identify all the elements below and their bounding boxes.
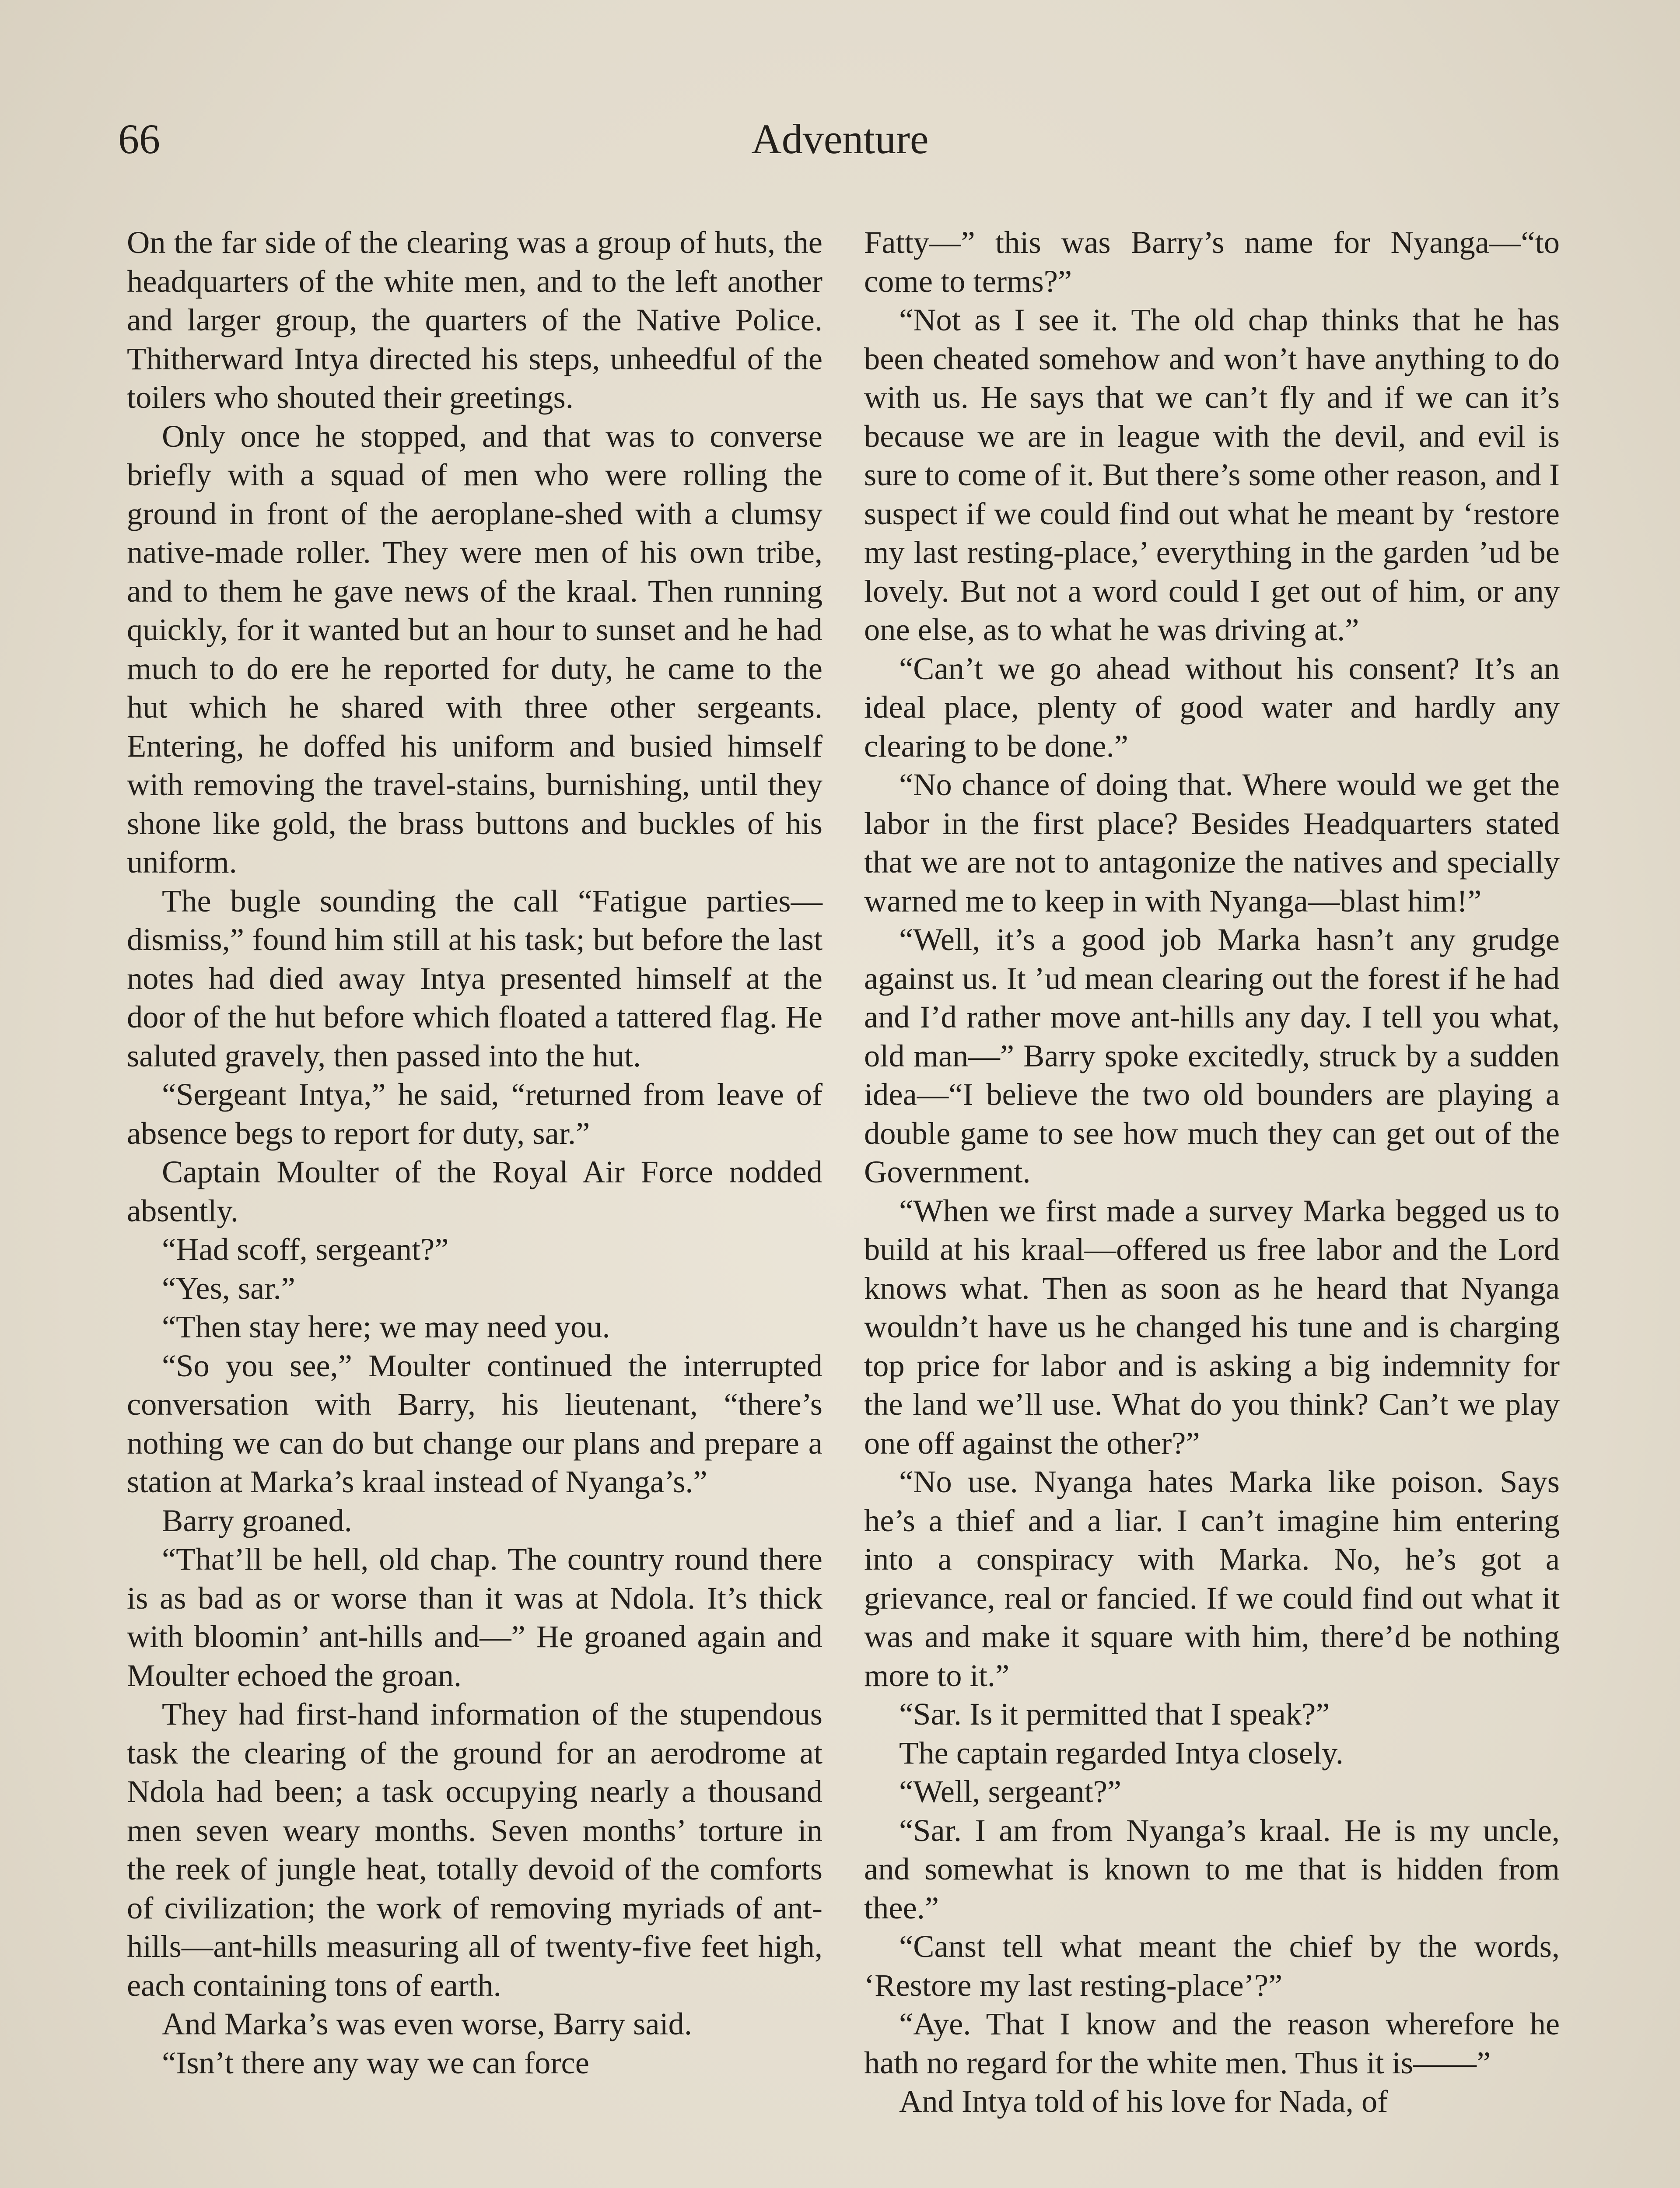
paragraph: They had first-hand information of the stupendous task the clearing of the ground for an aerodrome at Ndola had been; a task occupying nearly a thousand men seven weary months. Seven months’ torture in the reek of jungle heat, totally devoid of the comforts of civilization; the work of removing myriads of ant-hills—ant-hills measuring all of twenty-five feet high, each containing tons of earth. [127,1696,822,2003]
paragraph: And Marka’s was even worse, Barry said. [162,2006,693,2041]
paragraph: On the far side of the clearing was a group of huts, the headquarters of the white men, and to the left another and larger group, the quarters of the Native Police. Thitherward Intya directed his steps, unheedful of the toilers who shouted their greetings. [127,224,822,415]
paragraph: “Had scoff, sergeant?” [162,1231,449,1267]
paragraph: “Sar. Is it permitted that I speak?” [899,1696,1330,1732]
paragraph: Barry groaned. [162,1502,352,1538]
paragraph: The captain regarded Intya closely. [899,1735,1344,1771]
paragraph: “Not as I see it. The old chap thinks that he has been cheated somehow and won’t have anything to do with us. He says that we can’t fly and if we can it’s because we are in league with the devil, and evil is sure to come of it. But there’s some other reason, and I suspect if we could find out what he meant by ‘restore my last resting-place,’ everything in the garden ’ud be lovely. But not a word could I get out of him, or any one else, as to what he was driving at.” [864,302,1560,647]
left-text-column [127,223,822,2082]
paragraph: Only once he stopped, and that was to converse briefly with a squad of men who were rolling the ground in front of the aeroplane-shed with a clumsy native-made roller. They were men of his own tribe, and to them he gave news of the kraal. Then running quickly, for it wanted but an hour to sunset and he had much to do ere he reported for duty, he came to the hut which he shared with three other sergeants. Entering, he doffed his uniform and busied himself with removing the travel-stains, burnishing, until they shone like gold, the brass buttons and buckles of his uniform. [127,418,822,880]
running-head-title: Adventure [751,116,929,162]
paragraph: “That’ll be hell, old chap. The country round there is as bad as or worse than it was at Ndola. It’s thick with bloomin’ ant-hills and—” He groaned again and Moulter echoed the groan. [127,1541,822,1693]
paragraph: “Then stay here; we may need you. [162,1309,610,1344]
paragraph: “Canst tell what meant the chief by the words, ‘Restore my last resting-place’?” [864,1929,1560,2003]
paragraph: The bugle sounding the call “Fatigue parties—dismiss,” found him still at his task; but before the last notes had died away Intya presented himself at the door of the hut before which floated a tattered flag. He saluted gravely, then passed into the hut. [127,883,822,1073]
paragraph: “Isn’t there any way we can force [162,2044,589,2080]
paragraph: “No chance of doing that. Where would we get the labor in the first place? Besides Headquarters stated that we are not to antagonize the natives and specially warned me to keep in with Nyanga—blast him!” [864,767,1560,919]
paragraph: “Sergeant Intya,” he said, “returned from leave of absence begs to report for duty, sar.” [127,1076,822,1151]
paragraph: “Can’t we go ahead without his consent? It’s an ideal place, plenty of good water and hardly any clearing to be done.” [864,650,1560,764]
paragraph: “So you see,” Moulter continued the interrupted conversation with Barry, his lieutenant, “there’s nothing we can do but change our plans and prepare a station at Marka’s kraal instead of Nyanga’s.” [127,1347,822,1499]
paragraph: Fatty—” this was Barry’s name for Nyanga—“to come to terms?” [864,224,1560,299]
paragraph: “When we first made a survey Marka begged us to build at his kraal—offered us free labor and the Lord knows what. Then as soon as he heard that Nyanga wouldn’t have us he changed his tune and is charging top price for labor and is asking a big indemnity for the land we’ll use. What do you think? Can’t we play one off against the other?” [864,1192,1560,1461]
paragraph: “Yes, sar.” [162,1270,295,1306]
paragraph: “No use. Nyanga hates Marka like poison. Says he’s a thief and a liar. I can’t imagine him entering into a conspiracy with Marka. No, he’s got a grievance, real or fancied. If we could find out what it was and make it square with him, there’d be nothing more to it.” [864,1464,1560,1693]
paragraph: “Well, sergeant?” [899,1774,1122,1809]
paragraph: “Aye. That I know and the reason wherefore he hath no regard for the white men. Thus it is——” [864,2006,1560,2080]
paragraph: “Sar. I am from Nyanga’s kraal. He is my uncle, and somewhat is known to me that is hidden from thee.” [864,1812,1560,1925]
page-number: 66 [118,116,160,162]
paragraph: Captain Moulter of the Royal Air Force nodded absently. [127,1154,822,1228]
paragraph: And Intya told of his love for Nada, of [899,2083,1388,2119]
right-text-column [864,223,1560,2121]
paragraph: “Well, it’s a good job Marka hasn’t any grudge against us. It ’ud mean clearing out the forest if he had and I’d rather move ant-hills any day. I tell you what, old man—” Barry spoke excitedly, struck by a sudden idea—“I believe the two old bounders are playing a double game to see how much they can get out of the Government. [864,922,1560,1189]
